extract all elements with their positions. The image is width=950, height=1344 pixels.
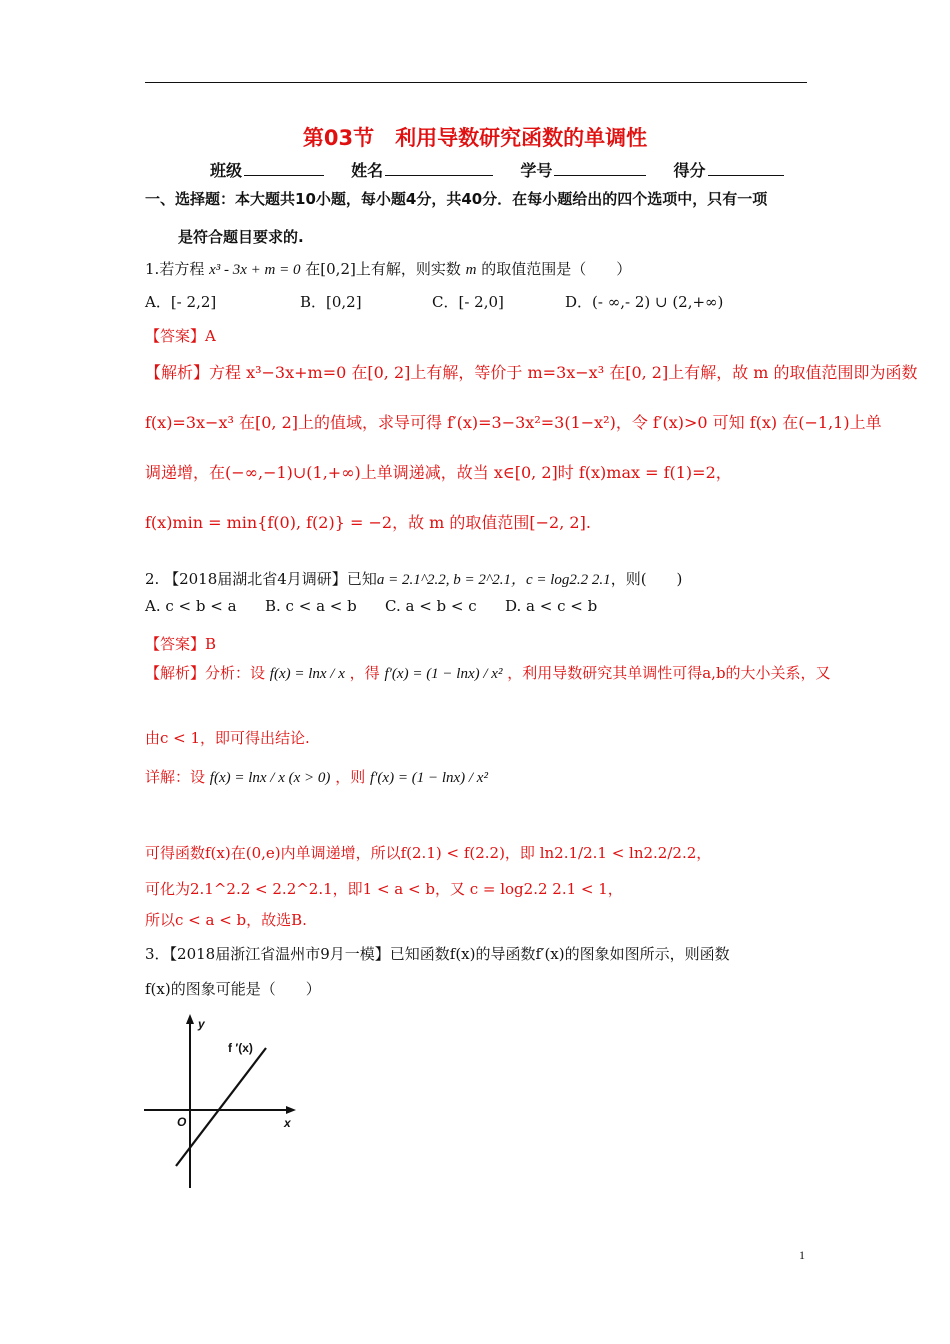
q2-f-prime: f′(x) = (1 − lnx) / x² <box>384 666 503 682</box>
page-number: 1 <box>799 1248 805 1262</box>
q1-var: m <box>465 262 477 278</box>
q3-stem-a: 已知函数f(x)的导函数f′(x)的图象如图所示，则函数 <box>389 945 730 963</box>
q2-source: 【2018届湖北省4月调研】 <box>164 570 347 588</box>
student-fields <box>210 158 784 181</box>
q1-stem <box>145 258 631 279</box>
q3-source: 【2018届浙江省温州市9月一模】 <box>169 945 390 963</box>
q1-number: 1. <box>145 260 160 278</box>
section-heading-line1: 一、选择题：本大题共10小题，每小题4分，共40分．在每小题给出的四个选项中，只有一项 <box>145 190 768 208</box>
score-label: 得分 <box>673 161 706 180</box>
q1-analysis-line3: 调递增，在(−∞,−1)∪(1,+∞)上单调递减，故当 x∈[0, 2]时 f(x)max = f(1)=2， <box>145 463 732 482</box>
q1-stem-a: 若方程 <box>159 260 205 278</box>
section-heading-line2: 是符合题目要求的. <box>178 228 304 246</box>
q2-f-def: f(x) = lnx / x <box>269 666 345 682</box>
q2-line4: 可得函数f(x)在(0,e)内单调递增，所以f(2.1) < f(2.2)，即 ln2.1/2.1 < ln2.2/2.2， <box>145 844 712 862</box>
q1-option-d: D．(- ∞,- 2) ∪ (2,+∞) <box>565 293 724 311</box>
q1-stem-c: 的取值范围是（ ） <box>481 260 632 278</box>
name-field[interactable] <box>385 161 493 176</box>
q2-stem-b: ，则( ) <box>610 570 683 588</box>
class-label: 班级 <box>210 161 243 180</box>
y-axis-label: y <box>198 1017 205 1031</box>
q1-analysis-line4: f(x)min = min{f(0), f(2)} = −2，故 m 的取值范围[−2, 2]. <box>145 513 591 532</box>
q2-detail-line <box>145 766 488 787</box>
q2-analysis-a: 【解析】分析：设 <box>145 664 266 682</box>
class-field[interactable] <box>244 161 324 176</box>
q3-stem-b: f(x)的图象可能是（ ） <box>145 980 321 998</box>
q2-detail-b: ，则 <box>335 768 366 786</box>
name-label: 姓名 <box>351 161 384 180</box>
q2-option-c: C. a < b < c <box>385 597 477 615</box>
q2-analysis-line2: 由c < 1，即可得出结论. <box>145 729 310 747</box>
id-label: 学号 <box>520 161 553 180</box>
q1-option-b: B．[0,2] <box>300 293 362 311</box>
q1-stem-b: 在[0,2]上有解，则实数 <box>305 260 461 278</box>
x-axis-label: x <box>284 1116 291 1130</box>
q2-detail-fp: f′(x) = (1 − lnx) / x² <box>369 770 488 786</box>
q1-option-a: A．[- 2,2] <box>145 293 217 311</box>
q2-get: ，得 <box>349 664 380 682</box>
q2-analysis-b: ，利用导数研究其单调性可得a,b的大小关系，又 <box>507 664 831 682</box>
q1-analysis-line1: 【解析】方程 x³−3x+m=0 在[0, 2]上有解，等价于 m=3x−x³ 在[0, 2]上有解，故 m 的取值范围即为函数 <box>145 363 918 382</box>
q2-answer: 【答案】B <box>145 635 217 653</box>
score-field[interactable] <box>708 161 784 176</box>
header-rule <box>145 82 807 83</box>
q2-detail-a: 详解：设 <box>145 768 206 786</box>
q2-number: 2. <box>145 570 160 588</box>
y-axis-arrow <box>186 1014 194 1024</box>
q1-equation: x³ - 3x + m = 0 <box>209 262 301 278</box>
q3-number: 3． <box>145 945 170 963</box>
page-title: 第03节 利用导数研究函数的单调性 <box>302 126 648 150</box>
derivative-graph <box>140 1010 310 1195</box>
q1-analysis-line2: f(x)=3x−x³ 在[0, 2]上的值域，求导可得 f′(x)=3−3x²=3(1−x²)，令 f′(x)>0 可知 f(x) 在(−1,1)上单 <box>145 413 882 432</box>
x-axis-arrow <box>286 1106 296 1114</box>
origin-label: O <box>177 1115 187 1129</box>
q2-option-b: B. c < a < b <box>265 597 357 615</box>
q2-option-d: D. a < c < b <box>505 597 598 615</box>
q2-line5: 可化为2.1^2.2 < 2.2^2.1，即1 < a < b，又 c = log2.2 2.1 < 1， <box>145 880 623 898</box>
q1-answer: 【答案】A <box>145 327 216 345</box>
q2-stem-a: 已知 <box>346 570 377 588</box>
q2-line6: 所以c < a < b，故选B. <box>145 911 307 929</box>
q1-option-c: C．[- 2,0] <box>432 293 504 311</box>
q2-detail-f: f(x) = lnx / x (x > 0) <box>209 770 331 786</box>
q2-equation: a = 2.1^2.2, b = 2^2.1，c = log2.2 2.1 <box>376 572 611 588</box>
curve-label: f ′(x) <box>228 1041 253 1055</box>
q2-analysis-line1 <box>145 662 831 683</box>
q2-stem <box>145 568 682 589</box>
q2-option-a: A. c < b < a <box>145 597 237 615</box>
q3-stem <box>145 943 730 964</box>
id-field[interactable] <box>554 161 646 176</box>
